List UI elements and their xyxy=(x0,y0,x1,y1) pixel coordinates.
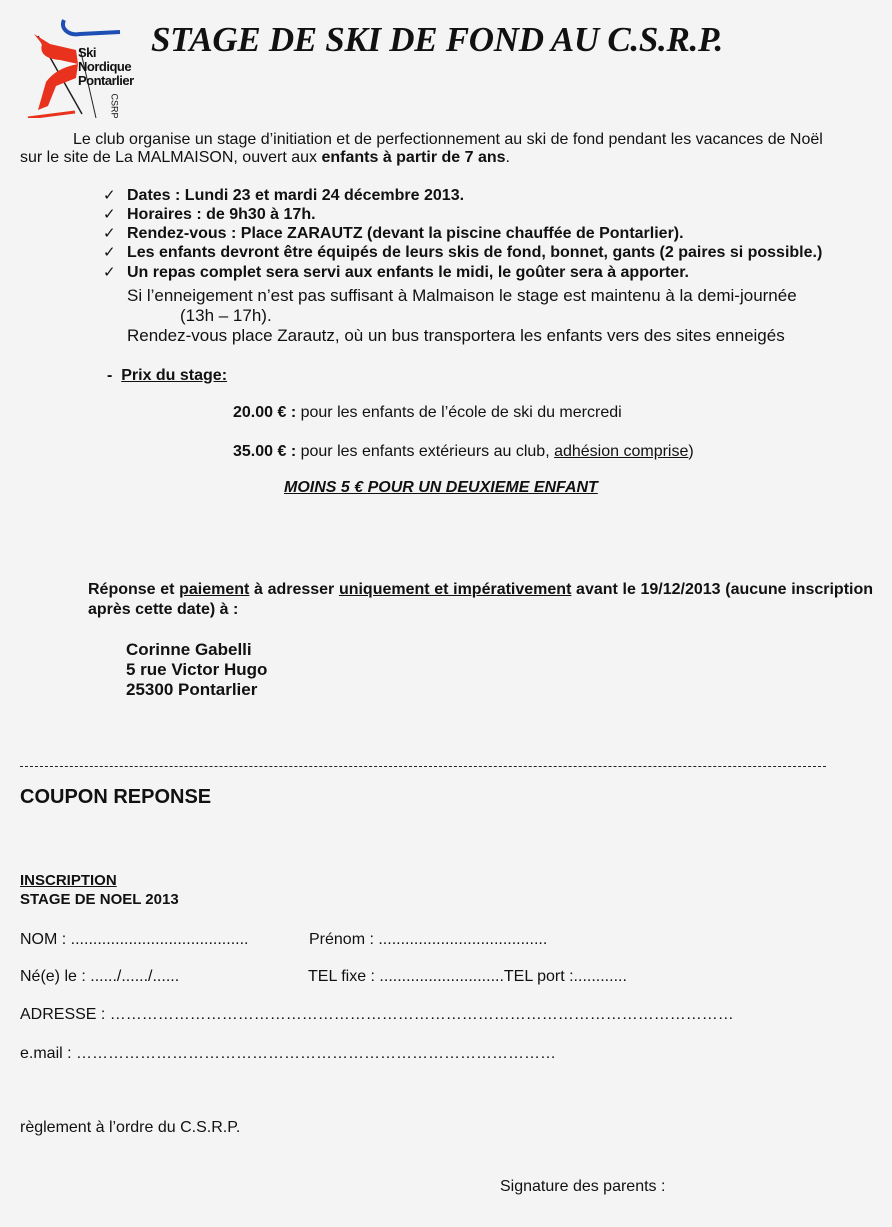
response-text: à adresser xyxy=(249,581,339,598)
intro-line-2 xyxy=(20,148,510,168)
check-icon: ✓ xyxy=(103,264,116,281)
checklist-item: Horaires : de 9h30 à 17h. xyxy=(127,206,316,223)
snow-note-3: Rendez-vous place Zarautz, où un bus transportera les enfants vers des sites enneigés xyxy=(127,326,785,345)
page-title: STAGE DE SKI DE FOND AU C.S.R.P. xyxy=(151,20,723,59)
response-text: avant le 19/12/2013 (aucune inscription après cette date) à : xyxy=(88,581,874,618)
price-amount: 35.00 € : xyxy=(233,443,297,460)
address-field[interactable]: ADRESSE : ……………………………………………………………………………………………………… xyxy=(20,1006,734,1023)
stage-heading: STAGE DE NOEL 2013 xyxy=(20,891,179,908)
price-desc-underlined: adhésion comprise xyxy=(554,443,689,460)
phone-fields[interactable]: TEL fixe : ............................TEL port :............ xyxy=(308,968,627,985)
check-icon: ✓ xyxy=(103,206,116,223)
coupon-heading: COUPON REPONSE xyxy=(20,786,212,808)
email-field[interactable]: e.mail : ……………………………………………………………………………… xyxy=(20,1045,557,1062)
prenom-field[interactable]: Prénom : ...................................... xyxy=(309,931,548,948)
inscription-heading: INSCRIPTION xyxy=(20,872,117,889)
logo-text-ski: Ski xyxy=(78,45,97,60)
address-line: 25300 Pontarlier xyxy=(126,680,258,699)
intro-age: enfants à partir de 7 ans xyxy=(321,149,506,166)
intro-end: . xyxy=(505,149,510,166)
logo-text-pontarlier: Pontarlier xyxy=(78,73,134,88)
cut-line-divider xyxy=(20,766,826,767)
price-heading xyxy=(107,366,227,386)
snow-note-1: Si l’enneigement n’est pas suffisant à Malmaison le stage est maintenu à la demi-journée xyxy=(127,286,797,305)
payment-note: règlement à l’ordre du C.S.R.P. xyxy=(20,1119,241,1136)
birthdate-field[interactable]: Né(e) le : ....../....../...... xyxy=(20,968,180,985)
snow-note-2: (13h – 17h). xyxy=(180,306,272,325)
price-desc: pour les enfants extérieurs au club, xyxy=(296,443,555,460)
price-amount: 20.00 € : xyxy=(233,404,297,421)
checklist-item: Dates : Lundi 23 et mardi 24 décembre 2013. xyxy=(127,187,465,204)
response-instructions xyxy=(88,580,873,620)
check-icon: ✓ xyxy=(103,244,116,261)
price-desc: pour les enfants de l’école de ski du mercredi xyxy=(296,404,622,421)
parent-signature-label: Signature des parents : xyxy=(500,1178,666,1195)
discount-note: MOINS 5 € POUR UN DEUXIEME ENFANT xyxy=(284,479,598,496)
logo-text-nordique: Nordique xyxy=(78,59,132,74)
checklist-item: Un repas complet sera servi aux enfants le midi, le goûter sera à apporter. xyxy=(127,264,689,281)
club-logo xyxy=(20,14,150,118)
check-icon: ✓ xyxy=(103,225,116,242)
price-item xyxy=(233,403,622,423)
intro-line-1: Le club organise un stage d’initiation et de perfectionnement au ski de fond pendant les vacances de Noël xyxy=(73,131,823,148)
nom-field[interactable]: NOM : ........................................ xyxy=(20,931,249,948)
price-dash: - xyxy=(107,367,113,384)
check-icon: ✓ xyxy=(103,187,116,204)
response-text: Réponse et xyxy=(88,581,180,598)
address-line: 5 rue Victor Hugo xyxy=(126,660,268,679)
intro-text: sur le site de La MALMAISON, ouvert aux xyxy=(20,149,322,166)
checklist-item: Les enfants devront être équipés de leurs skis de fond, bonnet, gants (2 paires si possible.) xyxy=(127,244,823,261)
response-underlined: paiement xyxy=(179,581,250,598)
logo-subtext: CSRP xyxy=(109,93,120,119)
price-desc-end: ) xyxy=(688,443,694,460)
address-line: Corinne Gabelli xyxy=(126,640,252,659)
price-item xyxy=(233,442,694,462)
checklist-item: Rendez-vous : Place ZARAUTZ (devant la piscine chauffée de Pontarlier). xyxy=(127,225,684,242)
price-heading-text: Prix du stage: xyxy=(121,367,228,384)
response-underlined: uniquement et impérativement xyxy=(338,581,572,598)
